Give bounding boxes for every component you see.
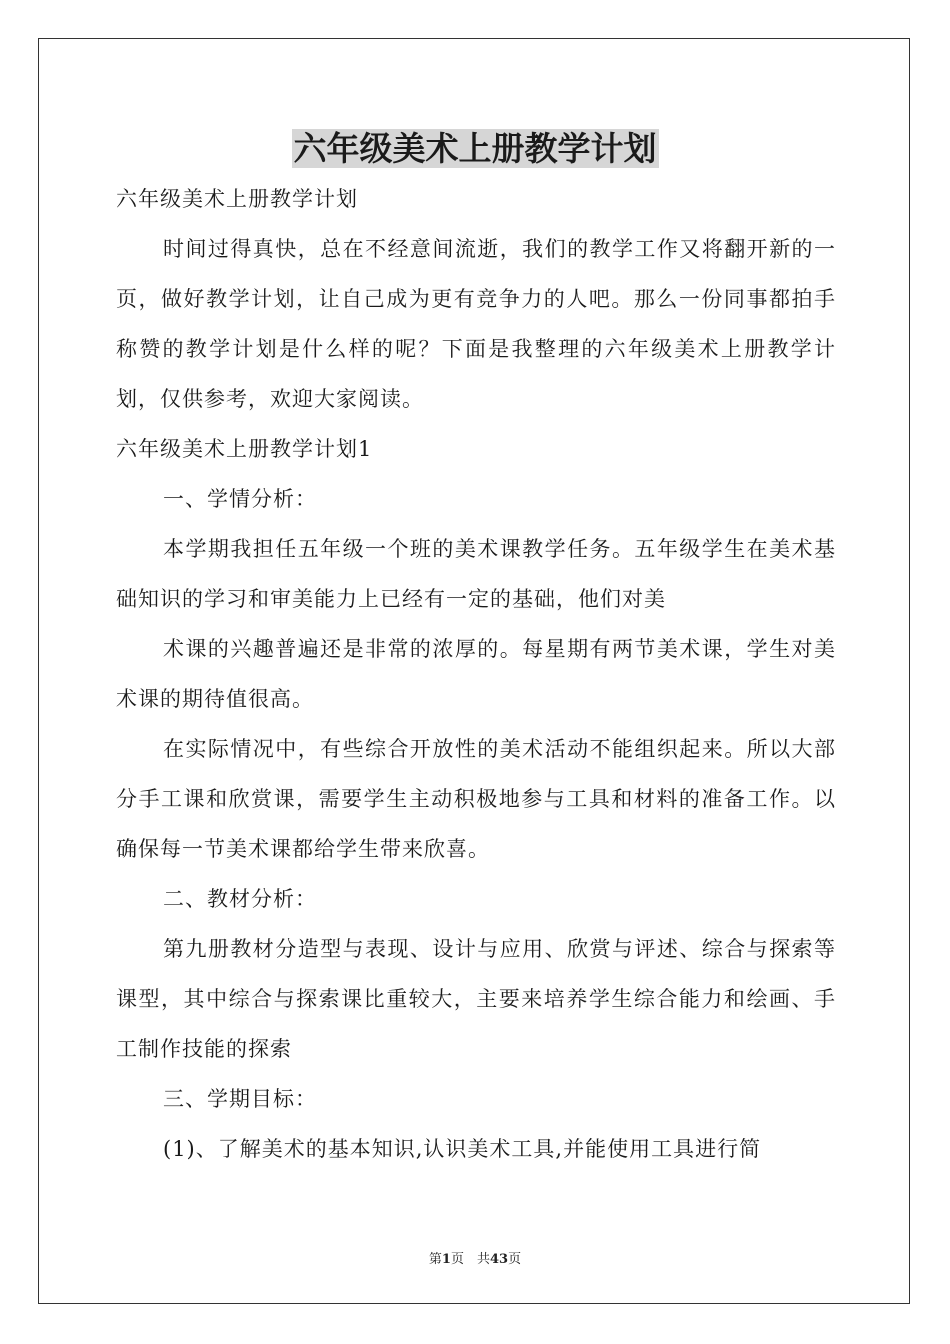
footer-suffix: 页 <box>508 1252 522 1267</box>
footer-page-number: 1 <box>441 1252 451 1267</box>
paragraph: 本学期我担任五年级一个班的美术课教学任务。五年级学生在美术基础知识的学习和审美能力上已经有一定的基础，他们对美 <box>116 537 836 611</box>
paragraph: 二、教材分析： <box>163 887 317 911</box>
paragraph: 六年级美术上册教学计划1 <box>116 437 373 461</box>
paragraph: 一、学情分析： <box>163 487 317 511</box>
paragraph: 六年级美术上册教学计划 <box>116 187 358 211</box>
paragraph: 术课的兴趣普遍还是非常的浓厚的。每星期有两节美术课，学生对美术课的期待值很高。 <box>116 637 836 711</box>
paragraph: 第九册教材分造型与表现、设计与应用、欣赏与评述、综合与探索等课型，其中综合与探索课比重较大，主要来培养学生综合能力和绘画、手工制作技能的探索 <box>116 937 836 1061</box>
footer-total-pages: 43 <box>489 1252 509 1267</box>
document-body <box>116 174 836 1174</box>
document-title-text: 六年级美术上册教学计划 <box>293 129 657 168</box>
paragraph: 时间过得真快，总在不经意间流逝，我们的教学工作又将翻开新的一页，做好教学计划，让自己成为更有竞争力的人吧。那么一份同事都拍手称赞的教学计划是什么样的呢？下面是我整理的六年级美术上册教学计划，仅供参考，欢迎大家阅读。 <box>116 237 836 411</box>
footer-prefix: 第 <box>428 1252 442 1267</box>
paragraph: 在实际情况中，有些综合开放性的美术活动不能组织起来。所以大部分手工课和欣赏课，需要学生主动积极地参与工具和材料的准备工作。以确保每一节美术课都给学生带来欣喜。 <box>116 737 836 861</box>
paragraph: (1)、了解美术的基本知识,认识美术工具,并能使用工具进行简 <box>163 1137 762 1161</box>
paragraph: 三、学期目标： <box>163 1087 317 1111</box>
document-title <box>0 126 950 172</box>
footer-middle: 页 共 <box>450 1252 490 1267</box>
page-footer <box>0 1248 950 1267</box>
